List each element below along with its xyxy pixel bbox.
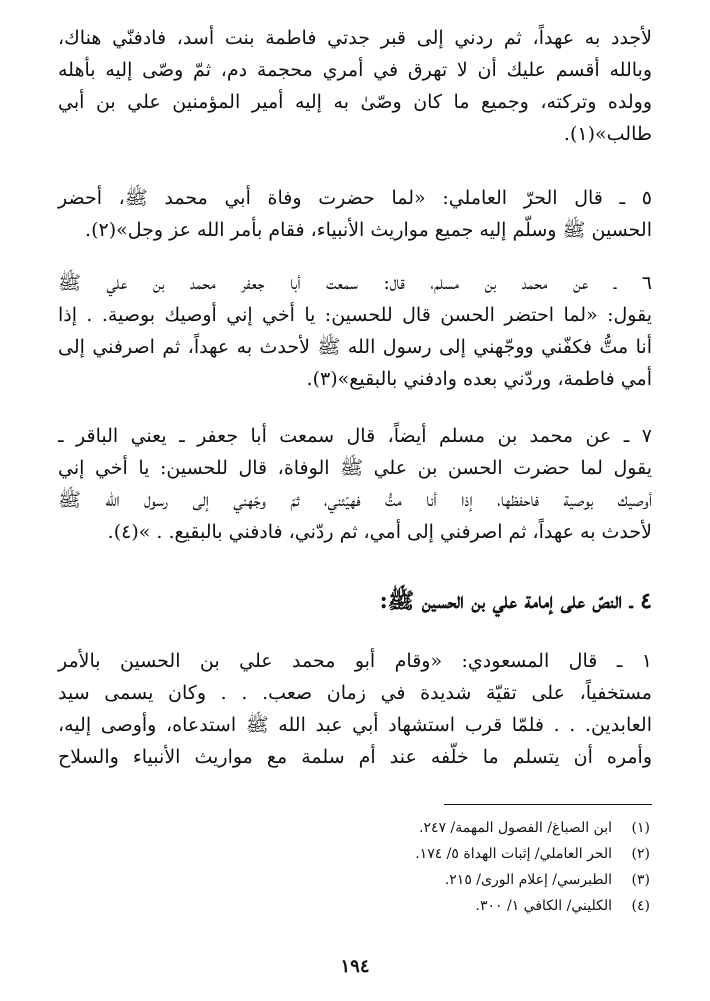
footnote-divider	[444, 804, 652, 805]
text-line: وأمره أن يتسلم ما خلّفه عند أم سلمة مع مواريث الأنبياء والسلاح	[58, 746, 652, 768]
text-line: ١ ـ قال المسعودي: «وقام أبو محمد علي بن الحسين بالأمر	[58, 650, 652, 672]
footnote-text: ابن الصباغ/ الفصول المهمة/ ٢٤٧.	[419, 820, 612, 836]
text-line: وبالله أقسم عليك أن لا تهرق في أمري محجمة دم، ثمّ وصّى إليه بأهله	[58, 59, 652, 81]
text-line: وولده وتركته، وجميع ما كان وصّىٰ به إليه أمير المؤمنين علي بن أبي	[58, 91, 652, 113]
text-line: ٦ ـ عن محمد بن مسلم، قال: سمعت أبا جعفر محمد بن علي ﷺ	[58, 272, 652, 294]
section-heading: ٤ ـ النصّ على إمامة علي بن الحسين ﷺ:	[379, 588, 652, 614]
footnote	[419, 820, 650, 836]
paragraph-item-5	[58, 182, 652, 246]
text-line: العابدين. . . فلمّا قرب استشهاد أبي عبد الله ﷺ استدعاه، وأوصى إليه،	[58, 714, 652, 736]
text-line: ٧ ـ عن محمد بن مسلم أيضاً، قال سمعت أبا جعفر ـ يعني الباقر ـ	[58, 425, 652, 447]
footnote-number: (٣)	[631, 872, 650, 888]
footnote-text: الكليني/ الكافي ١/ ٣٠٠.	[475, 898, 612, 914]
footnote-text: الحر العاملي/ إثبات الهداة ٥/ ١٧٤.	[415, 846, 612, 862]
text-line: طالب»(١).	[563, 123, 652, 145]
footnote	[476, 898, 651, 914]
footnote-number: (٤)	[631, 898, 650, 914]
text-line: الحسين ﷺ وسلّم إليه جميع مواريث الأنبياء، فقام بأمر الله عز وجل»(٢).	[85, 219, 652, 241]
text-line: يقول لما حضرت الحسن بن علي ﷺ الوفاة، قال للحسين: يا أخي إني	[58, 457, 652, 479]
footnote-number: (٢)	[631, 846, 650, 862]
text-line: أمي فاطمة، وردّني بعده وادفني بالبقيع»(٣).	[306, 368, 652, 390]
paragraph-continuation	[58, 22, 652, 150]
footnote	[445, 872, 650, 888]
text-line: أوصيك بوصية فاحفظها، إذا أنا متُّ فهيّئني، ثمّ وجّهني إلى رسول الله ﷺ	[58, 489, 652, 511]
text-line: لأحدث به عهداً، ثم اصرفني إلى أمي، ثم ردّني، فادفني بالبقيع. . »(٤).	[107, 521, 652, 543]
paragraph-section-item-1	[58, 645, 652, 773]
paragraph-item-6	[58, 267, 652, 395]
text-line: أنا متُّ فكفّني ووجّهني إلى رسول الله ﷺ لأحدث به عهداً، ثم اصرفني إلى	[58, 336, 652, 358]
paragraph-item-7	[58, 420, 652, 548]
footnote-number: (١)	[631, 820, 650, 836]
footnote	[415, 846, 650, 862]
footnote-text: الطبرسي/ إعلام الورى/ ٢١٥.	[444, 872, 612, 888]
text-line: لأجدد به عهداً، ثم ردني إلى قبر جدتي فاطمة بنت أسد، فادفنّي هناك،	[58, 27, 652, 49]
text-line: مستخفياً، على تقيّة شديدة في زمان صعب. . . وكان يسمى سيد	[58, 682, 652, 704]
text-line: ٥ ـ قال الحرّ العاملي: «لما حضرت وفاة أبي محمد ﷺ، أحضر	[58, 187, 652, 209]
page-number: ١٩٤	[340, 956, 370, 977]
text-line: يقول: «لما احتضر الحسن قال للحسين: يا أخي إني أوصيك بوصية. . إذا	[58, 304, 652, 326]
